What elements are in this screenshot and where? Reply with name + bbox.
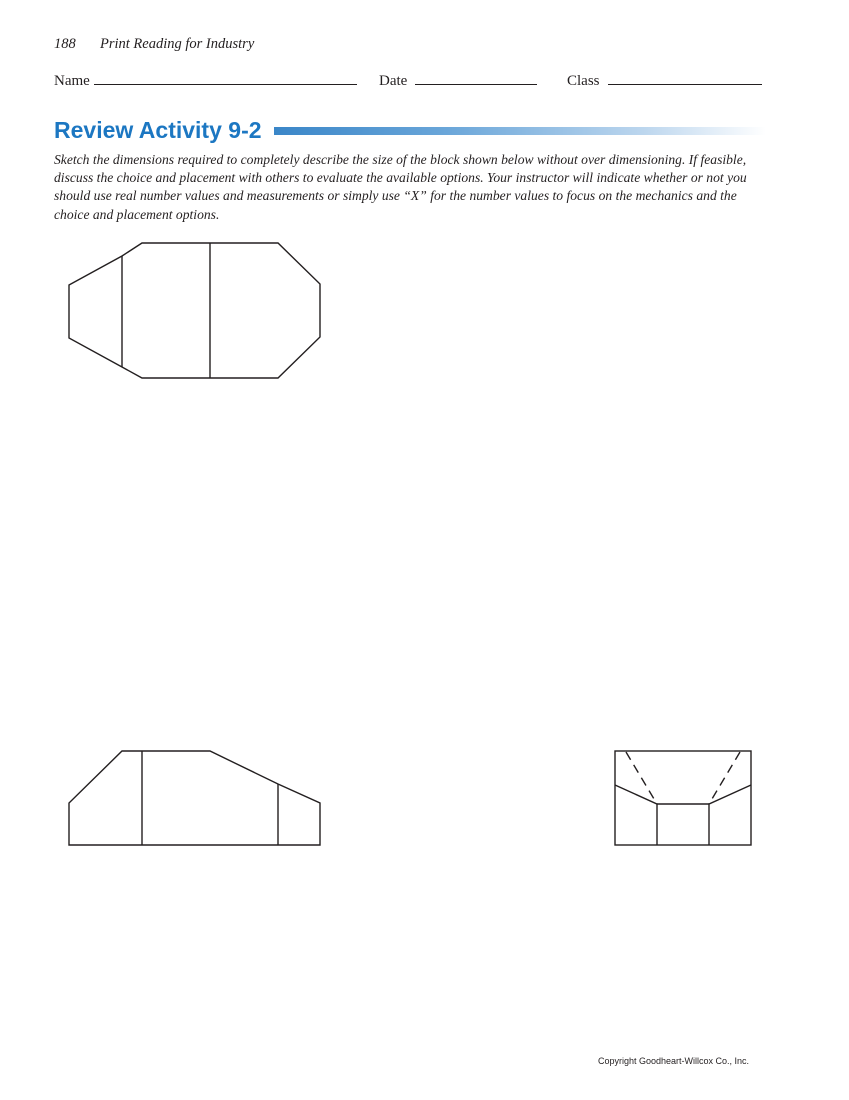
side-view-upper-edge [615, 785, 751, 804]
front-view-outline [69, 751, 320, 845]
top-view-outline [69, 243, 320, 378]
side-view-outline [615, 751, 751, 845]
date-label: Date [379, 73, 408, 89]
activity-title: Review Activity 9-2 [54, 117, 262, 143]
activity-instructions: Sketch the dimensions required to completely describe the size of the block shown below without over dimensioning. If feasible, discuss the choice and placement with others to evaluate the available options. Your instructor will indicate whether or not you should use real number values and measurements or simply use “X” for the number values to focus on the mechanics and the choice and placement options. [54, 152, 747, 222]
copyright-footer: Copyright Goodheart-Willcox Co., Inc. [598, 1056, 750, 1066]
front-view [69, 751, 320, 845]
hidden-line-right [709, 752, 740, 804]
hidden-line-left [626, 752, 657, 804]
right-side-view [615, 751, 751, 845]
top-view [69, 243, 320, 378]
page-number: 188 [54, 36, 76, 52]
name-label: Name [54, 73, 90, 89]
book-title: Print Reading for Industry [100, 36, 255, 52]
class-label: Class [567, 73, 600, 89]
